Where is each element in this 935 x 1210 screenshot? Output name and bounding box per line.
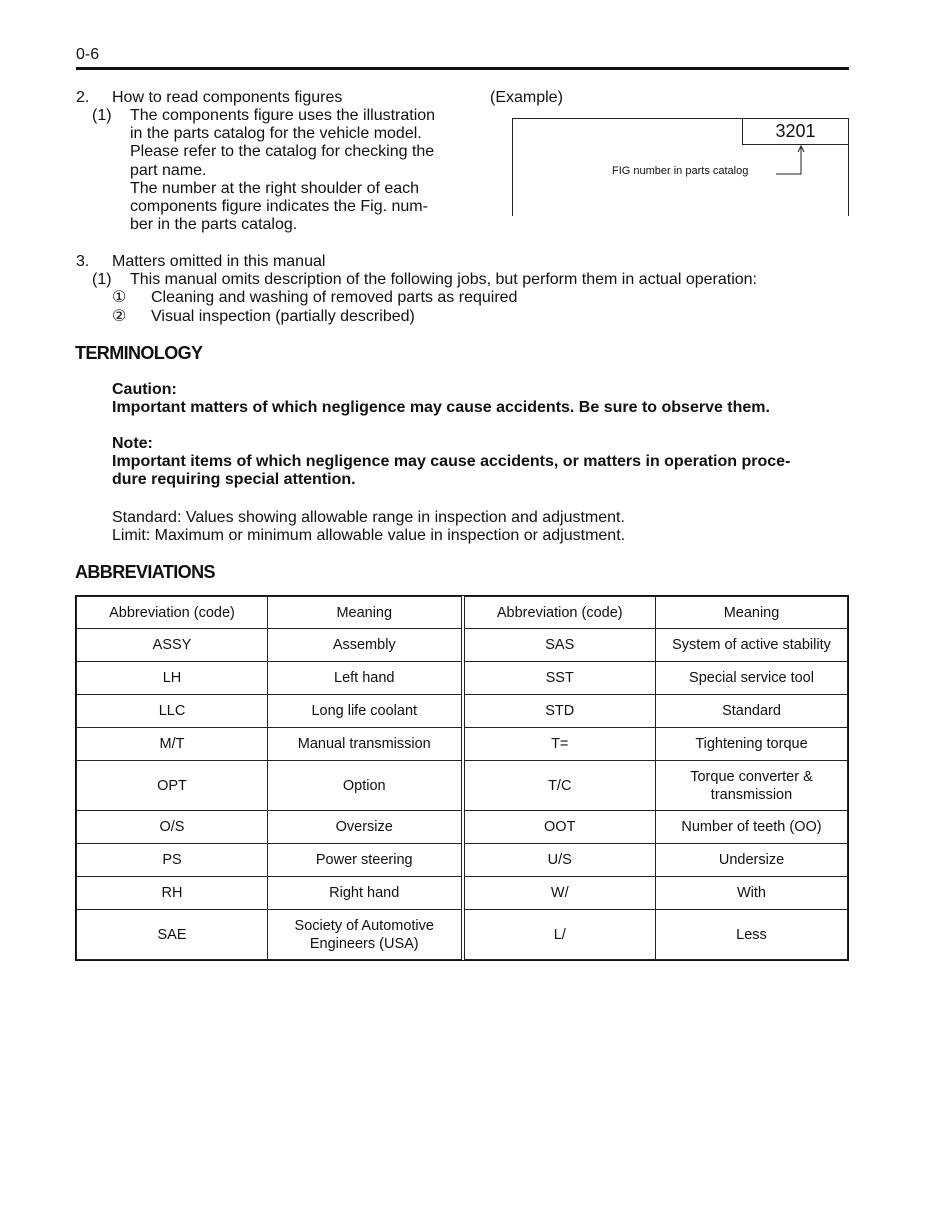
omitted-item-number: 3. bbox=[76, 253, 90, 270]
column-header: Meaning bbox=[268, 597, 463, 629]
abbreviation-code: LH bbox=[77, 662, 268, 695]
table-row bbox=[77, 844, 848, 877]
abbreviation-meaning: Manual transmission bbox=[268, 728, 463, 761]
table-row bbox=[77, 728, 848, 761]
components-description bbox=[130, 107, 435, 234]
table-row bbox=[77, 811, 848, 844]
table-row bbox=[77, 877, 848, 910]
abbreviation-meaning: With bbox=[656, 877, 848, 910]
components-line: ber in the parts catalog. bbox=[130, 216, 298, 234]
abbreviation-meaning: Standard bbox=[656, 695, 848, 728]
abbreviation-meaning: Society of Automotive Engineers (USA) bbox=[268, 910, 463, 960]
components-line: in the parts catalog for the vehicle model. bbox=[130, 125, 422, 143]
abbreviation-code: U/S bbox=[463, 844, 656, 877]
abbreviations-heading: ABBREVIATIONS bbox=[75, 562, 215, 582]
abbreviation-code: SAE bbox=[77, 910, 268, 960]
caution-label: Caution: bbox=[112, 381, 177, 398]
abbreviation-meaning: System of active stability bbox=[656, 629, 848, 662]
abbreviation-code: STD bbox=[463, 695, 656, 728]
abbreviation-code: T/C bbox=[463, 761, 656, 811]
abbreviation-code: W/ bbox=[463, 877, 656, 910]
table-row bbox=[77, 629, 848, 662]
omitted-list-item: Cleaning and washing of removed parts as required bbox=[151, 289, 518, 306]
omitted-heading: Matters omitted in this manual bbox=[112, 253, 326, 270]
abbreviation-meaning: Torque converter & transmission bbox=[656, 761, 848, 811]
abbreviation-code: OOT bbox=[463, 811, 656, 844]
omitted-list-item: Visual inspection (partially described) bbox=[151, 308, 415, 325]
table-row bbox=[77, 761, 848, 811]
table-row bbox=[77, 910, 848, 960]
abbreviation-code: PS bbox=[77, 844, 268, 877]
abbreviation-code: OPT bbox=[77, 761, 268, 811]
abbreviation-meaning: Less bbox=[656, 910, 848, 960]
abbreviation-meaning: Number of teeth (OO) bbox=[656, 811, 848, 844]
abbreviation-meaning: Left hand bbox=[268, 662, 463, 695]
abbreviations-table bbox=[75, 595, 849, 961]
abbreviation-meaning: Tightening torque bbox=[656, 728, 848, 761]
abbreviation-code: ASSY bbox=[77, 629, 268, 662]
abbreviation-meaning: Oversize bbox=[268, 811, 463, 844]
table-header-row bbox=[77, 597, 848, 629]
fig-number: 3201 bbox=[742, 118, 849, 145]
column-header: Abbreviation (code) bbox=[77, 597, 268, 629]
abbreviation-meaning: Right hand bbox=[268, 877, 463, 910]
example-label: (Example) bbox=[490, 89, 563, 106]
caution-text: Important matters of which negligence may cause accidents. Be sure to observe them. bbox=[112, 399, 770, 416]
abbreviation-code: RH bbox=[77, 877, 268, 910]
note-label: Note: bbox=[112, 435, 153, 452]
standard-definition: Standard: Values showing allowable range in inspection and adjustment. bbox=[112, 509, 625, 526]
abbreviation-code: SST bbox=[463, 662, 656, 695]
page-number: 0-6 bbox=[76, 46, 100, 63]
components-line: Please refer to the catalog for checking the bbox=[130, 143, 435, 161]
header-rule bbox=[76, 67, 849, 70]
abbreviation-meaning: Power steering bbox=[268, 844, 463, 877]
omitted-list-marker: ① bbox=[112, 289, 127, 306]
omitted-list-marker: ② bbox=[112, 308, 127, 325]
abbreviation-code: T= bbox=[463, 728, 656, 761]
omitted-sub-number: (1) bbox=[92, 271, 112, 288]
column-header: Abbreviation (code) bbox=[463, 597, 656, 629]
abbreviation-meaning: Option bbox=[268, 761, 463, 811]
components-line: The components figure uses the illustration bbox=[130, 107, 436, 124]
abbreviation-meaning: Undersize bbox=[656, 844, 848, 877]
abbreviation-meaning: Assembly bbox=[268, 629, 463, 662]
components-heading: How to read components figures bbox=[112, 89, 343, 106]
table-row bbox=[77, 695, 848, 728]
abbreviation-meaning: Special service tool bbox=[656, 662, 848, 695]
note-text-line-2: dure requiring special attention. bbox=[112, 471, 356, 488]
omitted-intro: This manual omits description of the following jobs, but perform them in actual operation: bbox=[130, 271, 757, 288]
components-line: part name. bbox=[130, 161, 207, 179]
components-line: The number at the right shoulder of each bbox=[130, 179, 420, 197]
fig-pointer-arrow-icon bbox=[770, 143, 810, 183]
table-row bbox=[77, 662, 848, 695]
note-text-line-1: Important items of which negligence may cause accidents, or matters in operation proce- bbox=[112, 453, 791, 470]
abbreviation-code: SAS bbox=[463, 629, 656, 662]
components-item-number: 2. bbox=[76, 89, 90, 106]
abbreviation-code: O/S bbox=[77, 811, 268, 844]
fig-caption: FIG number in parts catalog bbox=[612, 165, 749, 177]
column-header: Meaning bbox=[656, 597, 848, 629]
abbreviation-code: L/ bbox=[463, 910, 656, 960]
limit-definition: Limit: Maximum or minimum allowable value in inspection or adjustment. bbox=[112, 527, 626, 544]
abbreviation-code: LLC bbox=[77, 695, 268, 728]
terminology-heading: TERMINOLOGY bbox=[75, 343, 203, 363]
abbreviation-code: M/T bbox=[77, 728, 268, 761]
abbreviation-meaning: Long life coolant bbox=[268, 695, 463, 728]
components-sub-number: (1) bbox=[92, 107, 112, 124]
components-line: components figure indicates the Fig. num- bbox=[130, 198, 428, 216]
